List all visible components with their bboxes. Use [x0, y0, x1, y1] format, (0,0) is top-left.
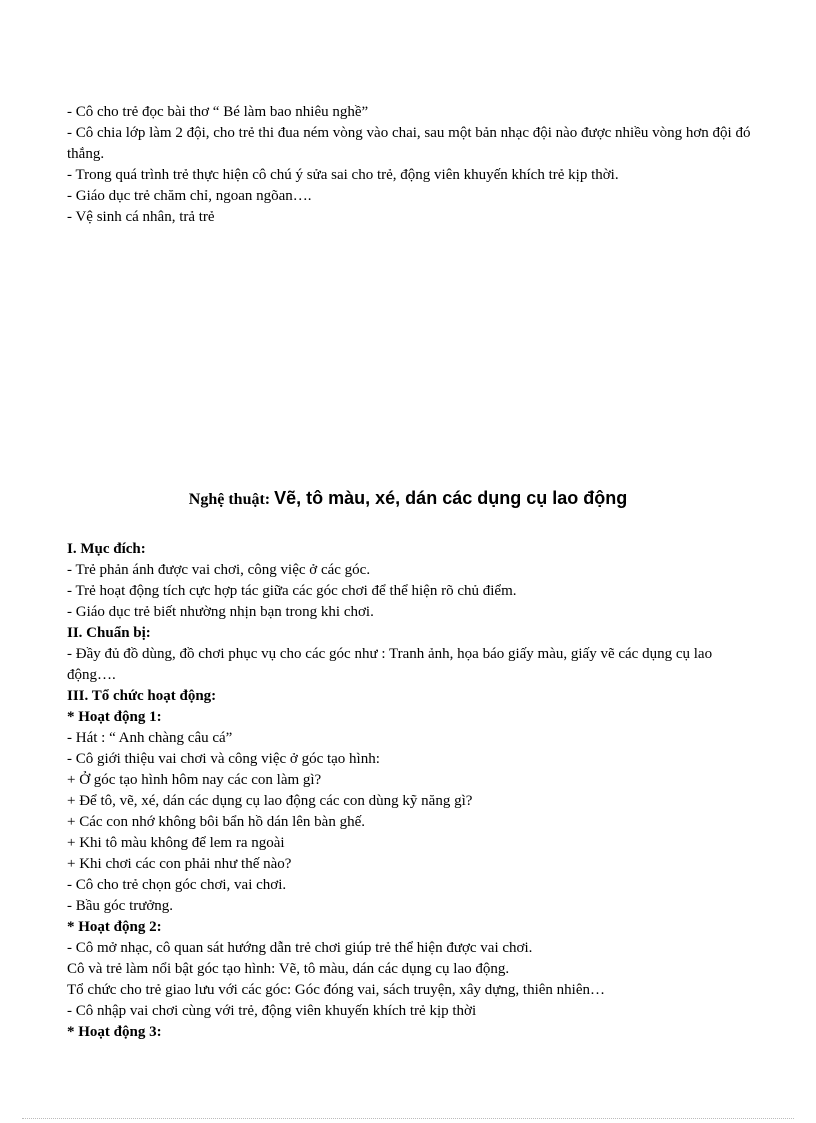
- paragraph-line: - Cô nhập vai chơi cùng với trẻ, động viên khuyến khích trẻ kịp thời: [67, 1003, 477, 1019]
- top-section: [67, 102, 767, 228]
- paragraph-line: - Đầy đủ đồ dùng, đồ chơi phục vụ cho các góc như : Tranh ảnh, họa báo giấy màu, giấy vẽ các dụng cụ lao động….: [67, 646, 713, 683]
- paragraph-line: + Khi chơi các con phải như thế nào?: [67, 856, 292, 872]
- paragraph-line: - Trẻ phản ánh được vai chơi, công việc ở các góc.: [67, 562, 371, 578]
- section-heading: III. Tổ chức hoạt động:: [67, 688, 217, 704]
- title-main: Vẽ, tô màu, xé, dán các dụng cụ lao động: [274, 488, 628, 508]
- lesson-title: [0, 488, 816, 509]
- page-bottom-divider: [22, 1118, 794, 1119]
- paragraph-line: - Cô mở nhạc, cô quan sát hướng dẫn trẻ chơi giúp trẻ thể hiện được vai chơi.: [67, 940, 533, 956]
- paragraph-line: - Trẻ hoạt động tích cực hợp tác giữa các góc chơi để thể hiện rõ chủ điểm.: [67, 583, 517, 599]
- paragraph-line: Cô và trẻ làm nổi bật góc tạo hình: Vẽ, tô màu, dán các dụng cụ lao động.: [67, 961, 510, 977]
- paragraph-line: + Để tô, vẽ, xé, dán các dụng cụ lao động các con dùng kỹ năng gì?: [67, 793, 473, 809]
- paragraph-line: - Cô cho trẻ đọc bài thơ “ Bé làm bao nhiêu nghề”: [67, 104, 369, 120]
- paragraph-line: Tổ chức cho trẻ giao lưu với các góc: Góc đóng vai, sách truyện, xây dựng, thiên nhiên…: [67, 982, 606, 998]
- paragraph-line: - Giáo dục trẻ biết nhường nhịn bạn trong khi chơi.: [67, 604, 374, 620]
- paragraph-line: - Vệ sinh cá nhân, trả trẻ: [67, 209, 215, 225]
- title-prefix: Nghệ thuật:: [188, 491, 271, 508]
- paragraph-line: - Cô chia lớp làm 2 đội, cho trẻ thi đua ném vòng vào chai, sau một bản nhạc đội nào được nhiều vòng hơn đội đó thắng.: [67, 125, 751, 162]
- paragraph-line: - Giáo dục trẻ chăm chỉ, ngoan ngõan….: [67, 188, 312, 204]
- activity-heading: * Hoạt động 2:: [67, 919, 162, 935]
- paragraph-line: + Ở góc tạo hình hôm nay các con làm gì?: [67, 772, 322, 788]
- paragraph-line: + Khi tô màu không để lem ra ngoài: [67, 835, 285, 851]
- paragraph-line: - Cô cho trẻ chọn góc chơi, vai chơi.: [67, 877, 287, 893]
- paragraph-line: - Bầu góc trưởng.: [67, 898, 174, 914]
- paragraph-line: - Trong quá trình trẻ thực hiện cô chú ý sửa sai cho trẻ, động viên khuyến khích trẻ kịp thời.: [67, 167, 619, 183]
- lesson-body: [67, 539, 767, 1043]
- activity-heading: * Hoạt động 3:: [67, 1024, 162, 1040]
- section-heading: I. Mục đích:: [67, 541, 146, 557]
- section-heading: II. Chuẩn bị:: [67, 625, 151, 641]
- paragraph-line: - Cô giới thiệu vai chơi và công việc ở góc tạo hình:: [67, 751, 380, 767]
- paragraph-line: + Các con nhớ không bôi bẩn hồ dán lên bàn ghế.: [67, 814, 365, 830]
- activity-heading: * Hoạt động 1:: [67, 709, 162, 725]
- paragraph-line: - Hát : “ Anh chàng câu cá”: [67, 730, 233, 746]
